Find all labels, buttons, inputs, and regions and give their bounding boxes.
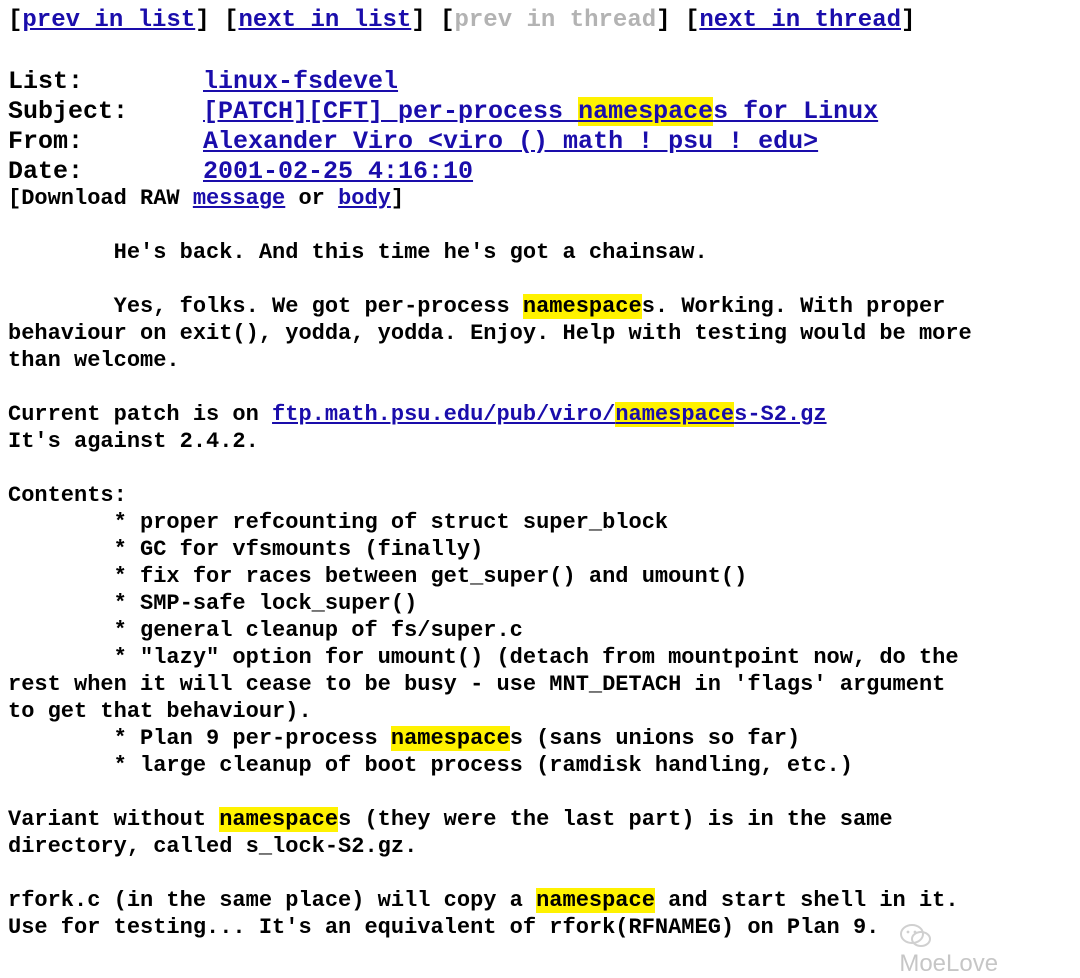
text: Yes, folks. We got per-process: [8, 294, 523, 319]
body-line: [8, 809, 893, 831]
text: s. Working. With proper: [641, 294, 946, 319]
nav-bar: [prev in list] [next in list] [prev in thread] [next in thread]: [8, 7, 916, 34]
next-in-list-link[interactable]: next in list: [238, 7, 412, 34]
download-body-link[interactable]: body: [338, 186, 391, 211]
date-label: Date:: [8, 157, 84, 186]
contents-item: [8, 728, 800, 750]
body-line: It's against 2.4.2.: [8, 429, 259, 454]
list-label: List:: [8, 67, 84, 96]
download-message-link[interactable]: message: [192, 186, 286, 211]
highlight: namespace: [615, 402, 735, 427]
contents-item: rest when it will cease to be busy - use MNT_DETACH in 'flags' argument: [8, 672, 946, 697]
prev-in-thread-disabled: prev in thread: [454, 7, 657, 34]
contents-item: to get that behaviour).: [8, 699, 312, 724]
subject-text-pre: [PATCH][CFT] per-process: [203, 97, 579, 126]
contents-item: * general cleanup of fs/super.c: [8, 618, 523, 643]
download-pre: [Download RAW: [8, 186, 193, 211]
body-line: [8, 296, 945, 318]
body-line: [8, 404, 827, 426]
contents-item: * large cleanup of boot process (ramdisk handling, etc.): [8, 753, 853, 778]
highlight: namespace: [219, 807, 339, 832]
wechat-icon: [899, 922, 933, 950]
next-in-thread-link[interactable]: next in thread: [699, 7, 901, 34]
date-link[interactable]: 2001-02-25 4:16:10: [203, 157, 474, 186]
patch-ftp-link[interactable]: [272, 402, 827, 427]
download-post: ]: [390, 186, 405, 211]
highlight: namespace: [390, 726, 510, 751]
highlight: namespace: [522, 294, 642, 319]
text: ftp.math.psu.edu/pub/viro/: [272, 402, 616, 427]
highlight: namespace: [536, 888, 655, 913]
text: Current patch is on: [8, 402, 273, 427]
subject-highlight: namespace: [578, 97, 714, 126]
download-line: [8, 188, 404, 210]
text: s (they were the last part) is in the same: [338, 807, 893, 832]
subject-link[interactable]: [203, 97, 878, 126]
subject-label: Subject:: [8, 97, 129, 126]
text: and start shell in it.: [654, 888, 959, 913]
body-line: behaviour on exit(), yodda, yodda. Enjoy. Help with testing would be more: [8, 321, 972, 346]
body-line: He's back. And this time he's got a chainsaw.: [8, 240, 708, 265]
list-link[interactable]: linux-fsdevel: [203, 67, 399, 96]
from-link[interactable]: Alexander Viro <viro () math ! psu ! edu>: [203, 127, 819, 156]
body-line: directory, called s_lock-S2.gz.: [8, 834, 418, 859]
contents-item: * proper refcounting of struct super_block: [8, 510, 669, 535]
subject-text-post: s for Linux: [713, 97, 879, 126]
contents-item: * SMP-safe lock_super(): [8, 591, 418, 616]
watermark: [886, 893, 998, 978]
body-line: Contents:: [8, 483, 127, 508]
download-or: or: [285, 186, 339, 211]
prev-in-list-link[interactable]: prev in list: [22, 7, 196, 34]
body-line: than welcome.: [8, 348, 180, 373]
text: s (sans unions so far): [509, 726, 801, 751]
watermark-text: MoeLove: [899, 949, 999, 977]
contents-item: * GC for vfsmounts (finally): [8, 537, 484, 562]
text: s-S2.gz: [734, 402, 827, 427]
from-label: From:: [8, 127, 84, 156]
contents-item: * "lazy" option for umount() (detach from mountpoint now, do the: [8, 645, 959, 670]
body-line: [8, 890, 959, 912]
contents-item: * fix for races between get_super() and umount(): [8, 564, 748, 589]
body-line: Use for testing... It's an equivalent of rfork(RFNAMEG) on Plan 9.: [8, 915, 880, 940]
text: Variant without: [8, 807, 220, 832]
text: rfork.c (in the same place) will copy a: [8, 888, 537, 913]
text: * Plan 9 per-process: [8, 726, 391, 751]
